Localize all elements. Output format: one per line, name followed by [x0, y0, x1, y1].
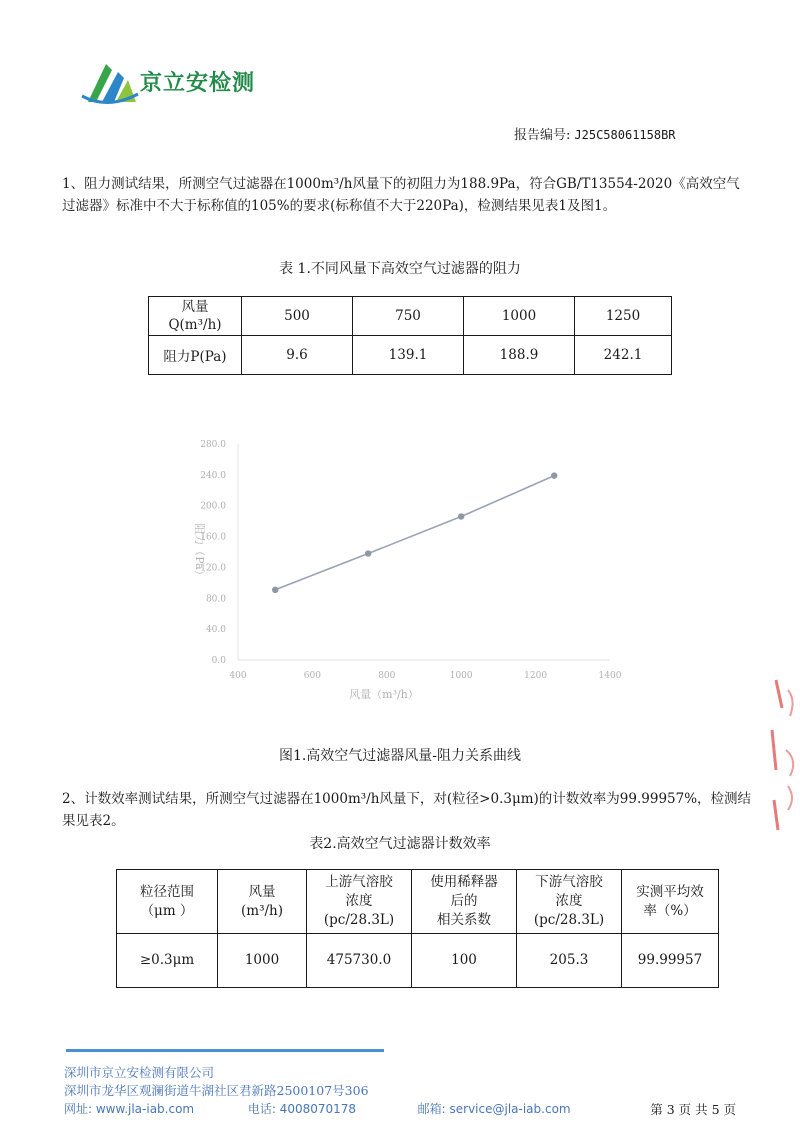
- footer-contact: [64, 1100, 736, 1117]
- table-header-cell: 粒径范围 （μm ）: [117, 870, 218, 934]
- data-point: [272, 587, 278, 593]
- table-cell: 9.6: [242, 336, 353, 375]
- y-tick-label: 120.0: [200, 563, 226, 574]
- table-header-cell: 下游气溶胶 浓度 (pc/28.3L): [517, 870, 622, 934]
- resistance-chart: [180, 430, 650, 720]
- x-axis-label: 风量（m³/h）: [349, 688, 419, 701]
- figure-1-caption: 图1.高效空气过滤器风量-阻力关系曲线: [278, 748, 522, 764]
- report-number-value: J25C58061158BR: [574, 128, 676, 142]
- table-1-caption: 表 1.不同风量下高效空气过滤器的阻力: [279, 261, 521, 277]
- table-cell: 500: [242, 297, 353, 336]
- table-cell: 242.1: [575, 336, 672, 375]
- table-header-cell: 风量 (m³/h): [218, 870, 307, 934]
- efficiency-table: [116, 869, 719, 988]
- section-2-text: 2、计数效率测试结果，所测空气过滤器在1000m³/h风量下，对(粒径>0.3μm)的计数效率为99.99957%，检测结果见表2。: [62, 791, 752, 829]
- footer-email: 邮箱: service@jla-iab.com: [417, 1102, 571, 1116]
- report-number-label: 报告编号:: [514, 128, 571, 143]
- footer-website: 网址: www.jla-iab.com: [64, 1102, 195, 1116]
- x-tick-label: 1400: [598, 671, 622, 681]
- series-line: [275, 476, 554, 590]
- data-point: [551, 472, 557, 478]
- data-point: [365, 550, 371, 556]
- data-point: [458, 513, 464, 519]
- footer-divider: [66, 1049, 384, 1052]
- page-number: 第 3 页 共 5 页: [650, 1102, 736, 1117]
- seal-stamp: [762, 660, 800, 860]
- x-tick-label: 400: [229, 671, 247, 681]
- table-header-cell: 上游气溶胶 浓度 (pc/28.3L): [307, 870, 412, 934]
- table-header-cell: 使用稀释器 后的 相关系数: [412, 870, 517, 934]
- section-1-text: 1、阻力测试结果，所测空气过滤器在1000m³/h风量下的初阻力为188.9Pa，符合GB/T13554-2020《高效空气过滤器》标准中不大于标称值的105%的要求(标称值不大于220Pa)，检测结果见表1及图1。: [62, 176, 740, 214]
- resistance-table: [148, 296, 672, 375]
- table-header-cell: 风量 Q(m³/h): [149, 297, 242, 336]
- footer-phone: 电话: 4008070178: [247, 1102, 357, 1116]
- footer-address: 深圳市龙华区观澜街道牛湖社区君新路2500107号306: [64, 1083, 369, 1098]
- footer-company: 深圳市京立安检测有限公司: [64, 1065, 215, 1080]
- x-tick-label: 600: [303, 671, 321, 681]
- table-cell: 99.99957: [622, 934, 719, 988]
- table-cell: 100: [412, 934, 517, 988]
- table-cell: 188.9: [464, 336, 575, 375]
- x-tick-label: 1000: [449, 671, 473, 681]
- y-tick-label: 0.0: [211, 656, 226, 666]
- y-axis-label: 阻力（Pa）: [193, 523, 206, 581]
- x-tick-label: 1200: [524, 671, 548, 681]
- table-cell: 1000: [218, 934, 307, 988]
- table-cell: 750: [353, 297, 464, 336]
- x-tick-label: 800: [378, 671, 396, 681]
- y-tick-label: 160.0: [200, 532, 226, 543]
- table-row: [149, 297, 672, 336]
- table-row: [117, 934, 719, 988]
- y-tick-label: 280.0: [200, 440, 226, 450]
- table-2-caption: 表2.高效空气过滤器计数效率: [309, 836, 491, 852]
- table-cell: 475730.0: [307, 934, 412, 988]
- table-row: [117, 870, 719, 934]
- table-header-cell: 阻力P(Pa): [149, 336, 242, 375]
- table-cell: 1000: [464, 297, 575, 336]
- table-cell: 139.1: [353, 336, 464, 375]
- y-tick-label: 240.0: [200, 470, 226, 481]
- report-number: [514, 124, 676, 143]
- y-tick-label: 80.0: [205, 594, 226, 605]
- table-cell: ≥0.3μm: [117, 934, 218, 988]
- logo-text: 京立安检测: [140, 71, 256, 96]
- table-row: [149, 336, 672, 375]
- table-header-cell: 实测平均效 率（%）: [622, 870, 719, 934]
- table-cell: 1250: [575, 297, 672, 336]
- table-cell: 205.3: [517, 934, 622, 988]
- y-tick-label: 40.0: [205, 625, 226, 636]
- y-tick-label: 200.0: [200, 501, 226, 512]
